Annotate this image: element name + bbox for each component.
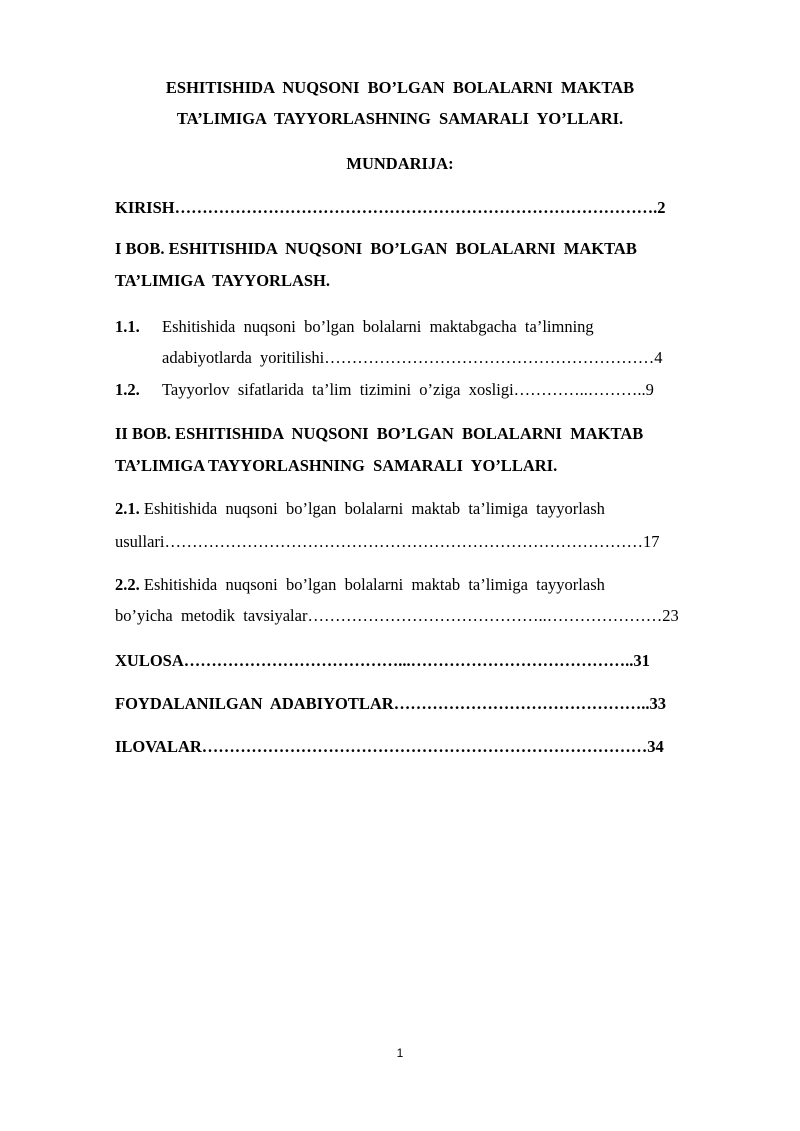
page-number: 1 [396, 1046, 404, 1060]
toc-section-2-1-title-line-2: usullari……………………………………………………………………………17 [115, 532, 660, 551]
contents-heading: MUNDARIJA: [346, 154, 454, 173]
toc-section-1-2-number: 1.2. [115, 380, 140, 399]
toc-section-2-2-line-1 [115, 574, 605, 596]
toc-chapter-2-title-line-1: II BOB. ESHITISHIDA NUQSONI BO’LGAN BOLALARNI MAKTAB [115, 424, 644, 443]
document-title-line-2: TA’LIMIGA TAYYORLASHNING SAMARALI YO’LLARI. [176, 109, 624, 128]
toc-section-1-1-title-line-2: adabiyotlarda yoritilishi……………………………………………………4 [162, 348, 663, 367]
toc-chapter-1-title-line-1: I BOB. ESHITISHIDA NUQSONI BO’LGAN BOLALARNI MAKTAB [115, 239, 637, 258]
toc-section-2-1-number: 2.1. [115, 499, 140, 518]
toc-section-1-1-number: 1.1. [115, 317, 140, 336]
toc-chapter-2-title-line-2: TA’LIMIGA TAYYORLASHNING SAMARALI YO’LLARI. [115, 456, 558, 475]
toc-entry-appendix: ILOVALAR………………………………………………………………………34 [115, 737, 664, 756]
toc-chapter-1-title-line-2: TA’LIMIGA TAYYORLASH. [115, 271, 330, 290]
toc-section-2-2-title-line-1: Eshitishida nuqsoni bo’lgan bolalarni maktab ta’limiga tayyorlash [139, 575, 605, 594]
toc-section-2-2-title-line-2: bo’yicha metodik tavsiyalar……………………………………..…………………23 [115, 606, 679, 625]
toc-section-2-2-number: 2.2. [115, 575, 140, 594]
toc-section-1-1-title-line-1: Eshitishida nuqsoni bo’lgan bolalarni maktabgacha ta’limning [162, 317, 594, 336]
toc-entry-conclusion: XULOSA…………………………………...…………………………………..31 [115, 651, 650, 670]
toc-entry-intro: KIRISH…………………………………………………………………………….2 [115, 198, 666, 217]
toc-entry-references: FOYDALANILGAN ADABIYOTLAR………………………………………..33 [115, 694, 666, 713]
document-title-line-1: ESHITISHIDA NUQSONI BO’LGAN BOLALARNI MAKTAB [165, 78, 635, 97]
toc-section-2-1-title-line-1: Eshitishida nuqsoni bo’lgan bolalarni maktab ta’limiga tayyorlash [139, 499, 605, 518]
toc-section-1-2-title: Tayyorlov sifatlarida ta’lim tizimini o’ziga xosligi…………..………..9 [162, 380, 654, 399]
toc-section-2-1-line-1 [115, 498, 605, 520]
